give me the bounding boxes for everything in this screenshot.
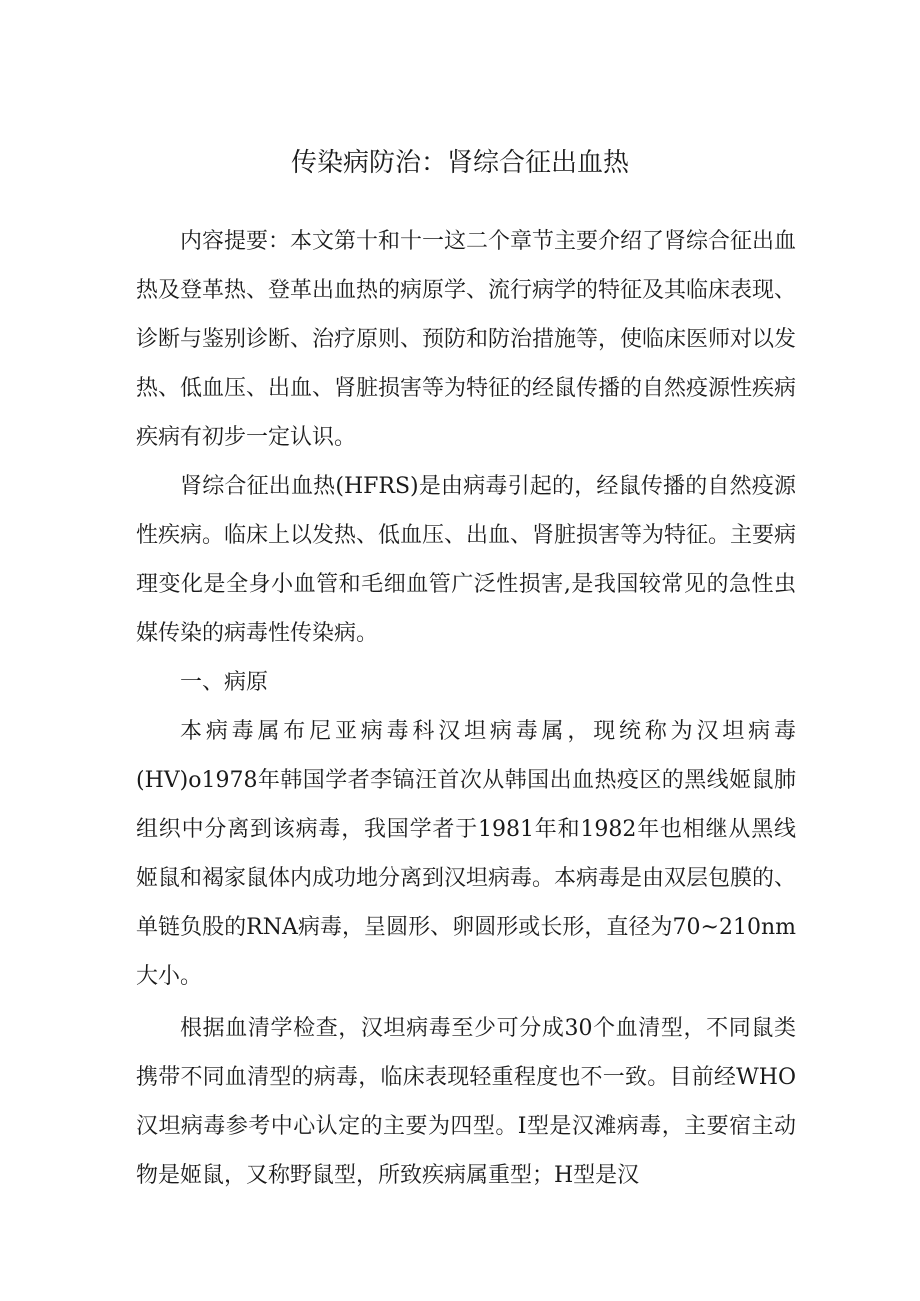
document-title: 传染病防治：肾综合征出血热 — [290, 148, 629, 178]
serotype-paragraph: 根据血清学检查，汉坦病毒至少可分成30个血清型，不同鼠类携带不同血清型的病毒，临床表现轻重程度也不一致。目前经WHO汉坦病毒参考中心认定的主要为四型。I型是汉滩病毒，主要宿主动物是姬鼠，又称野鼠型，所致疾病属重型；H型是汉 — [136, 1016, 796, 1188]
intro-paragraph: 肾综合征出血热(HFRS)是由病毒引起的，经鼠传播的自然疫源性疾病。临床上以发热、低血压、出血、肾脏损害等为特征。主要病理变化是全身小血管和毛细血管广泛性损害,是我国较常见的急性虫媒传染的病毒性传染病。 — [136, 474, 797, 646]
document-body — [136, 217, 796, 1200]
summary-paragraph: 内容提要：本文第十和十一这二个章节主要介绍了肾综合征出血热及登革热、登革出血热的病原学、流行病学的特征及其临床表现、诊断与鉴别诊断、治疗原则、预防和防治措施等，使临床医师对以发热、低血压、出血、肾脏损害等为特征的经鼠传播的自然疫源性疾病疾病有初步一定认识。 — [136, 229, 797, 450]
section-heading-pathogen: 一、病原 — [180, 670, 269, 695]
pathogen-paragraph: 本病毒属布尼亚病毒科汉坦病毒属，现统称为汉坦病毒(HV)o1978年韩国学者李镐汪首次从韩国出血热疫区的黑线姬鼠肺组织中分离到该病毒，我国学者于1981年和1982年也相继从黑线姬鼠和褐家鼠体内成功地分离到汉坦病毒。本病毒是由双层包膜的、单链负股的RNA病毒，呈圆形、卵圆形或长形，直径为70~210nm大小。 — [136, 719, 797, 989]
